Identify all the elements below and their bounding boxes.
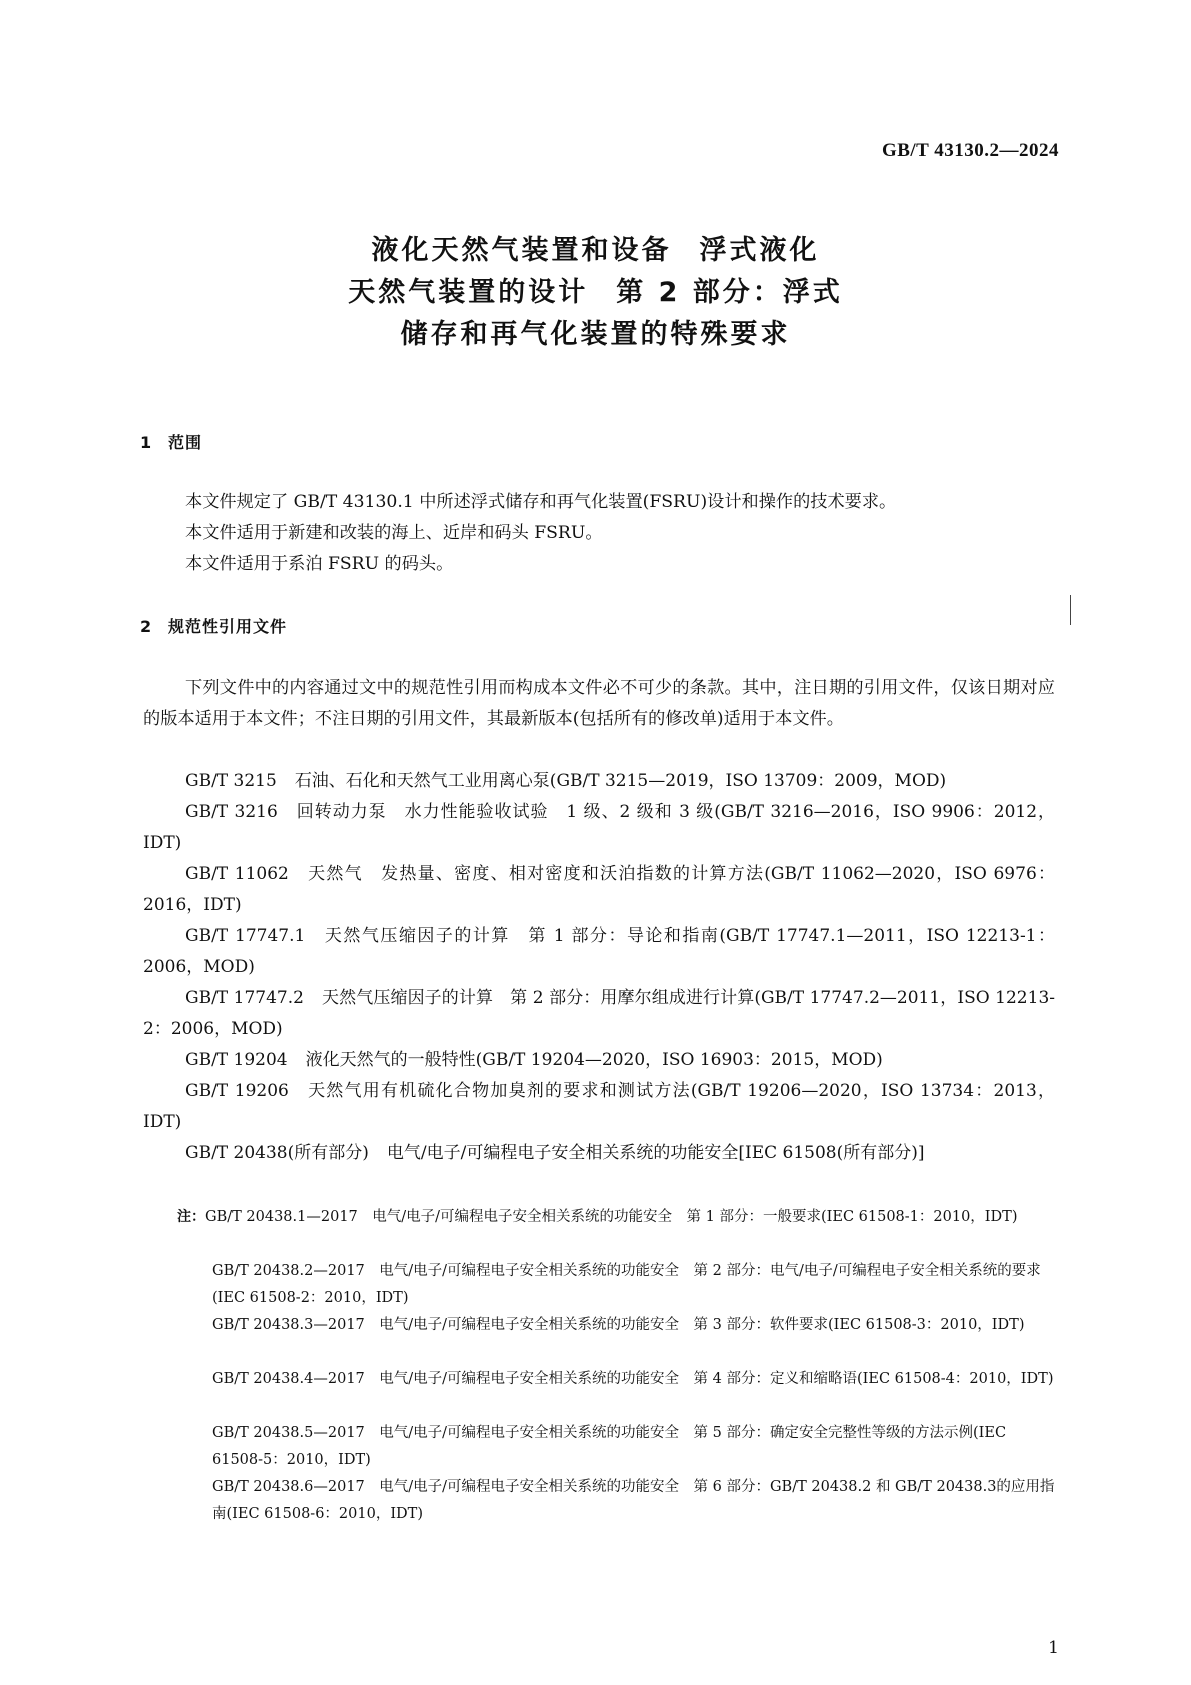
reference-title: 电气/电子/可编程电子安全相关系统的功能安全[IEC 61508(所有部分)] xyxy=(386,1143,925,1163)
reference-title: 液化天然气的一般特性(GB/T 19204—2020，ISO 16903：2015，MOD) xyxy=(305,1050,883,1070)
reference-code: GB/T 3215 xyxy=(185,771,277,791)
scope-paragraph: 本文件规定了 GB/T 43130.1 中所述浮式储存和再气化装置(FSRU)设计和操作的技术要求。 xyxy=(185,492,897,512)
section-heading-normative-references xyxy=(140,614,287,637)
document-title-line-2 xyxy=(0,270,1191,309)
section-number: 2 xyxy=(140,617,153,636)
document-title-line-3: 储存和再气化装置的特殊要求 xyxy=(400,319,791,350)
reference-title: 天然气用有机硫化合物加臭剂的要求和测试方法(GB/T 19206—2020，ISO 13734：2013，IDT) xyxy=(143,1081,1055,1132)
document-title-line-1 xyxy=(0,228,1191,267)
reference-code: GB/T 19206 xyxy=(185,1081,289,1101)
title-part: 液化天然气装置和设备 xyxy=(371,235,672,266)
references-intro: 下列文件中的内容通过文中的规范性引用而构成本文件必不可少的条款。其中，注日期的引用文件，仅该日期对应的版本适用于本文件；不注日期的引用文件，其最新版本(包括所有的修改单)适用于本文件。 xyxy=(143,678,1055,729)
reference-title: 天然气压缩因子的计算 第 1 部分：导论和指南(GB/T 17747.1—2011，ISO 12213-1：2006，MOD) xyxy=(143,926,1056,977)
reference-title: 天然气 发热量、密度、相对密度和沃泊指数的计算方法(GB/T 11062—2020，ISO 6976：2016，IDT) xyxy=(143,864,1056,915)
reference-code: GB/T 17747.2 xyxy=(185,988,304,1008)
reference-entry xyxy=(143,797,1055,859)
scope-paragraph: 本文件适用于系泊 FSRU 的码头。 xyxy=(185,554,454,574)
reference-code: GB/T 17747.1 xyxy=(185,926,306,946)
reference-code: GB/T 20438(所有部分) xyxy=(185,1143,369,1163)
reference-entry xyxy=(143,1138,1055,1169)
page-number: 1 xyxy=(1048,1638,1059,1658)
reference-title: 天然气压缩因子的计算 第 2 部分：用摩尔组成进行计算(GB/T 17747.2—2011，ISO 12213-2：2006，MOD) xyxy=(143,988,1056,1039)
reference-code: GB/T 3216 xyxy=(185,802,278,822)
scope-paragraph: 本文件适用于新建和改装的海上、近岸和码头 FSRU。 xyxy=(185,523,603,543)
standard-code: GB/T 43130.2—2024 xyxy=(881,140,1059,161)
reference-title: 回转动力泵 水力性能验收试验 1 级、2 级和 3 级(GB/T 3216—2016，ISO 9906：2012，IDT) xyxy=(143,802,1056,853)
title-part: 第 2 部分：浮式 xyxy=(616,277,843,308)
margin-rule xyxy=(1070,595,1071,625)
note-item: GB/T 20438.3—2017 电气/电子/可编程电子安全相关系统的功能安全 第 3 部分：软件要求(IEC 61508-3：2010，IDT) xyxy=(212,1317,1025,1333)
note-item: GB/T 20438.2—2017 电气/电子/可编程电子安全相关系统的功能安全 第 2 部分：电气/电子/可编程电子安全相关系统的要求(IEC 61508-2：2010，IDT) xyxy=(212,1263,1041,1306)
reference-entry xyxy=(143,859,1055,921)
reference-code: GB/T 19204 xyxy=(185,1050,288,1070)
section-title: 范围 xyxy=(168,433,203,452)
section-number: 1 xyxy=(140,433,153,452)
note-item: GB/T 20438.6—2017 电气/电子/可编程电子安全相关系统的功能安全 第 6 部分：GB/T 20438.2 和 GB/T 20438.3的应用指南(IEC 61508-6：2010，IDT) xyxy=(212,1479,1055,1522)
reference-entry xyxy=(143,1076,1055,1138)
section-heading-scope xyxy=(140,430,202,453)
reference-title: 石油、石化和天然气工业用离心泵(GB/T 3215—2019，ISO 13709：2009，MOD) xyxy=(294,771,947,791)
reference-entry xyxy=(143,1045,1055,1076)
reference-code: GB/T 11062 xyxy=(185,864,289,884)
note-item: GB/T 20438.5—2017 电气/电子/可编程电子安全相关系统的功能安全 第 5 部分：确定安全完整性等级的方法示例(IEC 61508-5：2010，IDT) xyxy=(212,1425,1007,1468)
reference-entry xyxy=(143,921,1055,983)
note-item: GB/T 20438.4—2017 电气/电子/可编程电子安全相关系统的功能安全 第 4 部分：定义和缩略语(IEC 61508-4：2010，IDT) xyxy=(212,1371,1054,1387)
section-title: 规范性引用文件 xyxy=(168,617,288,636)
note-label: 注： xyxy=(177,1209,205,1225)
reference-entry xyxy=(143,983,1055,1045)
title-part: 天然气装置的设计 xyxy=(348,277,589,308)
title-part: 浮式液化 xyxy=(699,235,820,266)
note-text: GB/T 20438.1—2017 电气/电子/可编程电子安全相关系统的功能安全 第 1 部分：一般要求(IEC 61508-1：2010，IDT) xyxy=(205,1209,1018,1225)
reference-entry xyxy=(143,766,1055,797)
note-item xyxy=(177,1204,1055,1231)
